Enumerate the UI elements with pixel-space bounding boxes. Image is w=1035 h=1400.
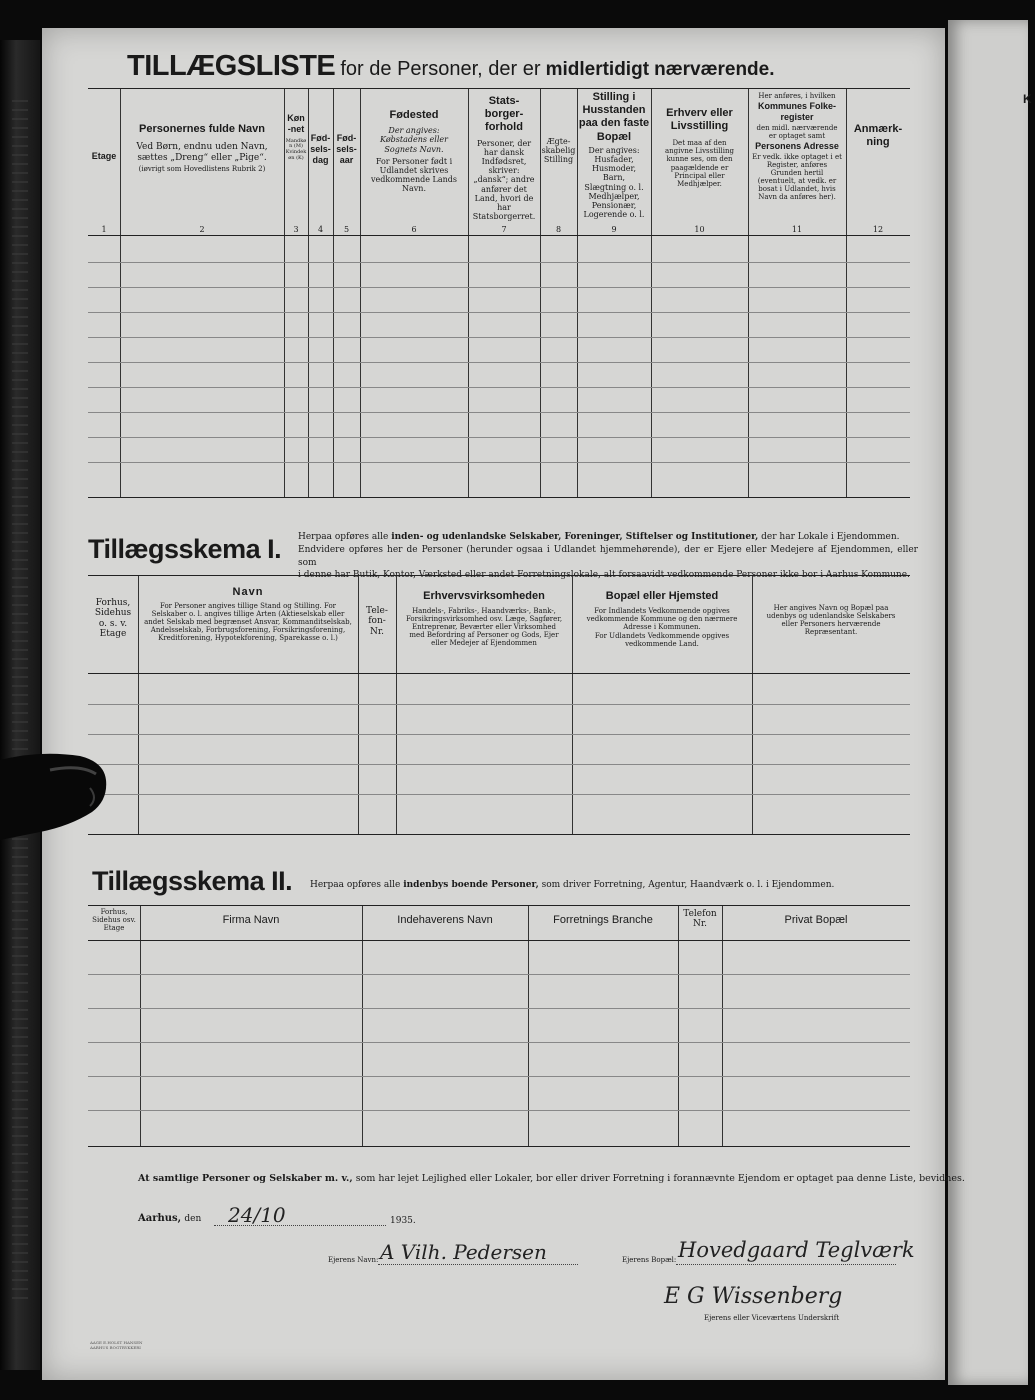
col-stilling-husstand: Stilling i Husstanden paa den faste Bopæl Der angives: Husfader, Husmoder, Barn, Slægtning o. l. Medhjælper, Pensionær, Logerende o. l. 9 xyxy=(578,91,650,234)
skema1-intro: Herpaa opføres alle inden- og udenlandske Selskaber, Foreninger, Stiftelser og Institutioner, der har Lokale i Ejendommen. Endvidere opføres her de Personer (herunder ogsaa i Udlandet hjemmehørende), der er Ejere eller Medejere af Ejendommen, eller som i denne har Butik, Kontor, Værksted eller andet Forretningslokale, alt forsaavidt vedkommende Personer ikke bor i Aarhus Kommune. xyxy=(298,532,918,581)
certification-text: At samtlige Personer og Selskaber m. v., som har lejet Lejlighed eller Lokaler, bor eller driver Forretning i forannævnte Ejendom er optaget paa denne Liste, bevidnes. xyxy=(138,1173,965,1184)
form-page xyxy=(42,28,965,1380)
thumb-shadow xyxy=(0,740,110,890)
col-aegteskabelig: Ægte-skabelig Stilling 8 xyxy=(541,137,576,234)
skema2-intro: Herpaa opføres alle indenbys boende Personer, som driver Forretning, Agentur, Haandværk o. l. i Ejendommen. xyxy=(310,880,835,890)
title-big: TILLÆGSLISTE xyxy=(127,50,336,82)
col-statsborger: Stats-borger-forhold Personer, der har dansk Indfødsret, skriver: „dansk“; andre anfører det Land, hvori de har Statsborgerret. 7 xyxy=(472,95,536,234)
col-foedested: Fødested Der angives: Købstadens eller Sognets Navn. For Personer født i Udlandet skrives vedkommende Lands Navn. 6 xyxy=(371,109,457,234)
col-erhverv: Erhverv eller Livsstilling Det maa af den angivne Livsstilling kunne ses, om den paagældende er Principal eller Medhjælper. 10 xyxy=(664,107,734,234)
skema2-title: Tillægsskema II. xyxy=(92,866,293,896)
binder-edge xyxy=(0,40,40,1370)
col-etage: Etage 1 xyxy=(91,151,117,234)
col-foedselsdag: Fød-sels-dag 4 xyxy=(310,133,331,234)
owner-name-handwritten: A Vilh. Pedersen xyxy=(380,1240,547,1264)
tillaegsliste-table xyxy=(88,88,910,498)
col-koennet: Køn-net Mandkøn (M) Kvindekøn (K) 3 xyxy=(285,113,307,234)
printer-imprint: AAGE E.HOLST HANSEN AARHUS BOGTRYKKERI xyxy=(90,1340,143,1351)
col-anmaerkning: Anmærk-ning 12 xyxy=(853,123,903,234)
col-folkeregister: Her anføres, i hvilken Kommunes Folke-register den midl. nærværende er optaget samt Personens Adresse Er vedk. ikke optaget i et Register, anføres Grunden hertil (eventuelt, at vedk. er bosat i Udlandet, hvis Navn da anføres her). 11 xyxy=(752,92,842,234)
s2-col-etage: Forhus, Sidehus osv. Etage xyxy=(92,908,136,933)
signature-handwritten: E G Wissenberg xyxy=(664,1284,843,1309)
title-bold-word: midlertidigt xyxy=(545,59,650,80)
s1-col-etage: Forhus, Sidehus o. s. v. Etage xyxy=(94,598,132,640)
skema2-table xyxy=(88,905,910,1147)
den-label: den xyxy=(184,1214,202,1224)
s2-col-telefon: Telefon Nr. xyxy=(683,909,717,930)
edge-letter: K xyxy=(1023,92,1032,106)
s1-col-telefon: Tele-fon-Nr. xyxy=(366,606,388,637)
s2-col-firma: Firma Navn xyxy=(222,914,280,926)
s2-col-indehaver: Indehaverens Navn xyxy=(397,914,493,926)
s1-col-repraesentant: Her angives Navn og Bopæl paa udenbys og udenlandske Selskabers eller Personers herværende Repræsentant. xyxy=(766,604,896,637)
date-line xyxy=(138,1203,478,1237)
signature-label: Ejerens eller Viceværtens Underskrift xyxy=(704,1314,840,1322)
s2-col-privat: Privat Bopæl xyxy=(784,914,848,926)
s1-col-bopael: Bopæl eller Hjemsted For Indlandets Vedkommende opgives vedkommende Kommune og den nærmere Adresse i Kommunen. For Udlandets Vedkommende opgives vedkommende Land. xyxy=(586,590,738,649)
title-rest-1: for de Personer, der er xyxy=(340,58,541,80)
owner-name-line xyxy=(328,1240,598,1270)
skema1-title: Tillægsskema I. xyxy=(88,534,282,564)
col-foedselsaar: Fød-sels-aar 5 xyxy=(336,133,357,234)
skema1-table xyxy=(88,575,910,835)
s2-col-branche: Forretnings Branche xyxy=(553,914,653,926)
year: 1935. xyxy=(390,1216,416,1226)
owner-address-line xyxy=(622,1238,922,1270)
s1-col-navn: Navn For Personer angives tillige Stand og Stilling. For Selskaber o. l. angives tillige Arten (Aktieselskab eller andet Selskab med begrænset Ansvar, Kommanditselskab, Andelsselskab, Forbrugsforening, Forsikringsforening, Kreditforening, Hypotekforening, Sparekasse o. l.) xyxy=(144,586,352,643)
title-rest-2: nærværende. xyxy=(654,59,775,80)
signature-block xyxy=(642,1284,922,1328)
owner-address-handwritten: Hovedgaard Teglværk xyxy=(678,1238,915,1262)
col-navn: Personernes fulde Navn Ved Børn, endnu uden Navn, sættes „Dreng“ eller „Pige“. (iøvrigt som Hovedlistens Rubrik 2) 2 xyxy=(136,123,268,234)
owner-address-label: Ejerens Bopæl: xyxy=(622,1256,677,1264)
date-handwritten: 24/10 xyxy=(228,1203,286,1227)
main-title xyxy=(127,50,917,83)
owner-name-label: Ejerens Navn: xyxy=(328,1256,379,1264)
place: Aarhus, xyxy=(138,1213,182,1224)
s1-col-erhverv: Erhvervsvirksomheden Handels-, Fabriks-, Haandværks-, Bank-, Forsikringsvirksomhed osv. Læge, Sagfører, Entreprenør, Beværter eller Virksomhed med Befordring af Personer og Gods, Ejer eller Medejer af Ejendommen xyxy=(405,590,563,648)
